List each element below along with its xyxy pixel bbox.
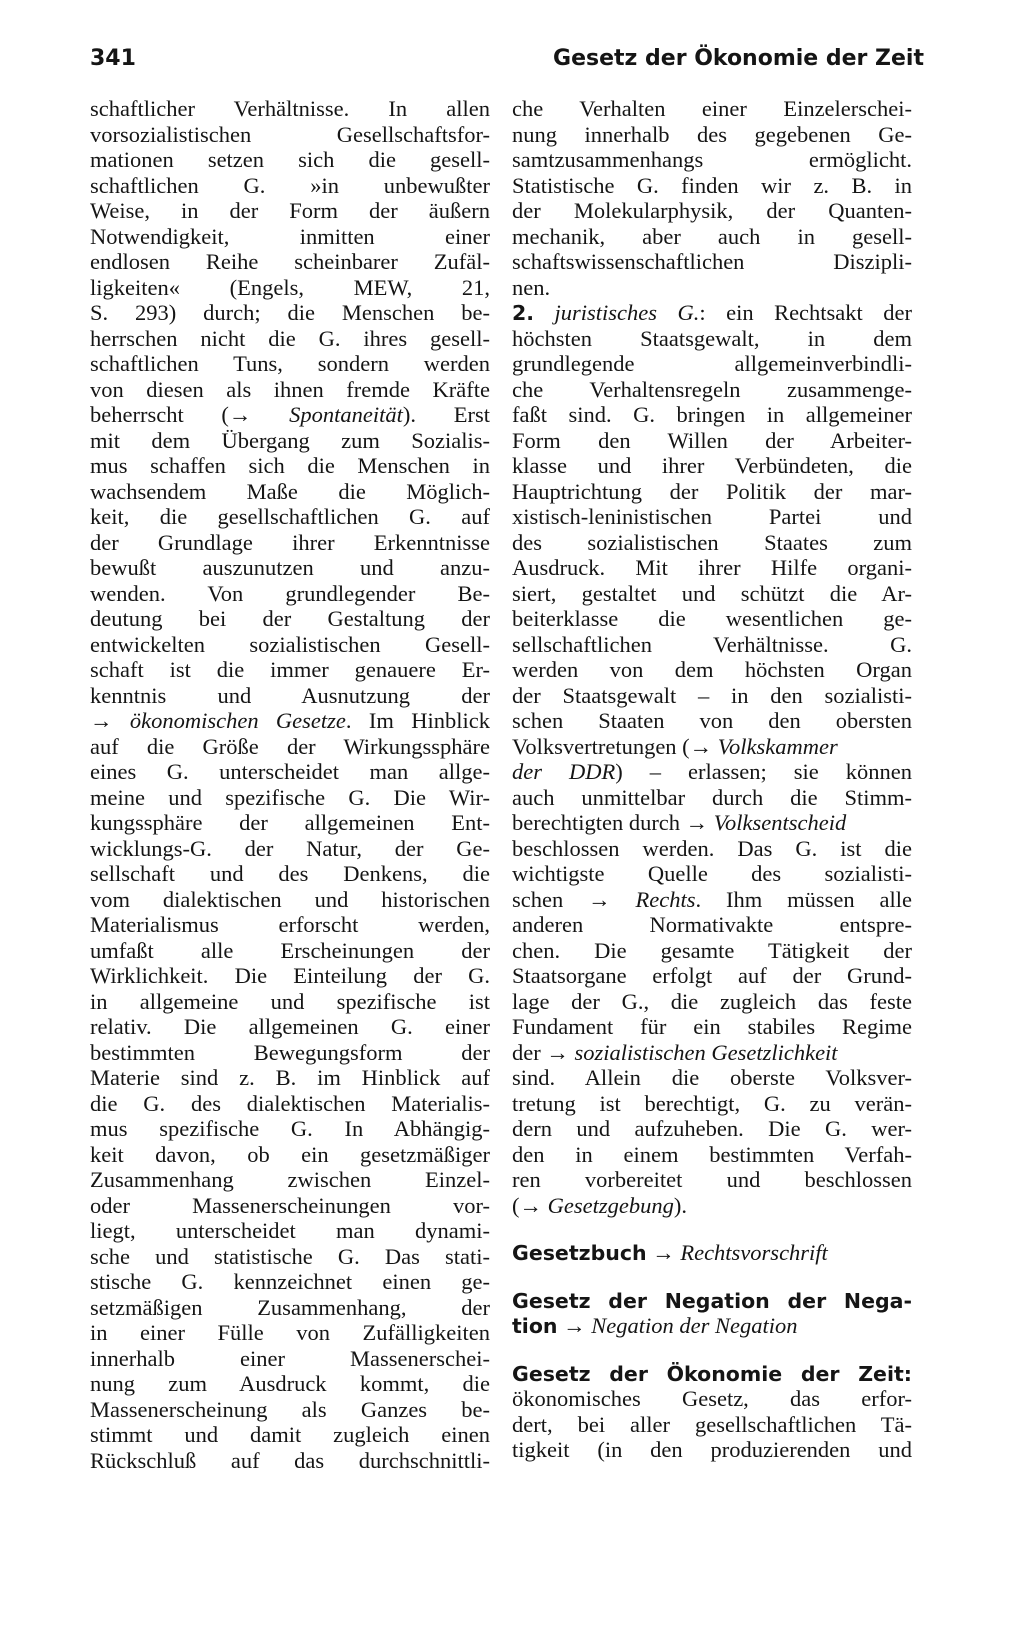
text-line: che Verhalten einer Einzelerschei-: [512, 96, 912, 121]
text-line: nung zum Ausdruck kommt, die: [90, 1371, 490, 1396]
text-line: che Verhaltensregeln zusammenge-: [512, 376, 912, 402]
text-line: beschlossen werden. Das G. ist die: [512, 835, 912, 861]
text-line: grundlegende allgemeinverbindli-: [512, 351, 912, 376]
text-line: siert, gestaltet und schützt die Ar-: [512, 580, 912, 606]
text-line: schen → Rechts. Ihm müssen alle: [512, 886, 912, 912]
text-line: umfaßt alle Erscheinungen der: [90, 937, 490, 963]
text-line: sind. Allein die oberste Volksver-: [512, 1065, 912, 1090]
text-line: keit, die gesellschaftlichen G. auf: [90, 504, 490, 529]
text-line: kenntnis und Ausnutzung der: [90, 682, 490, 708]
text-line: wenden. Von grundlegender Be-: [90, 580, 490, 606]
text-line: sellschaftlichen Verhältnisse. G.: [512, 631, 912, 657]
sense-number: 2.: [512, 301, 535, 325]
text-line: in allgemeine und spezifische ist: [90, 988, 490, 1014]
sense-label: juristisches G.: [554, 300, 700, 325]
text-line: schaftswissenschaftlichen Diszipli-: [512, 249, 912, 274]
text-line: Ausdruck. Mit ihrer Hilfe organi-: [512, 555, 912, 580]
text-line: schaftlicher Verhältnisse. In allen: [90, 96, 490, 121]
sense-2-body: [512, 326, 912, 1219]
text-line: auch unmittelbar durch die Stimm-: [512, 784, 912, 810]
text-line: höchsten Staatsgewalt, in dem: [512, 325, 912, 351]
text-line: auf die Größe der Wirkungssphäre: [90, 733, 490, 759]
text-line: Form den Willen der Arbeiter-: [512, 427, 912, 453]
text-line: wichtigste Quelle des sozialisti-: [512, 861, 912, 886]
cross-reference-link[interactable]: Volksentscheid: [713, 810, 847, 835]
text-line: schaft ist die immer genauere Er-: [90, 657, 490, 682]
cross-reference-link[interactable]: Rechtsvorschrift: [680, 1240, 828, 1265]
text-line: vorsozialistischen Gesellschaftsfor-: [90, 121, 490, 147]
text-line: die G. des dialektischen Materialis-: [90, 1090, 490, 1116]
text-line: S. 293) durch; die Menschen be-: [90, 300, 490, 325]
cross-reference-link[interactable]: Volkskammer: [717, 733, 838, 759]
text-line: herrschen nicht die G. ihres gesell-: [90, 325, 490, 351]
text-line: schaftlichen G. »in unbewußter: [90, 172, 490, 198]
entry-head: Gesetz der Ökonomie der Zeit:: [512, 1361, 912, 1386]
text-line: bewußt auszunutzen und anzu-: [90, 555, 490, 580]
text-line: eines G. unterscheidet man allge-: [90, 759, 490, 784]
text-line: chen. Die gesamte Tätigkeit der: [512, 937, 912, 963]
text-line: schaftlichen Tuns, sondern werden: [90, 351, 490, 376]
text-line: stische G. kennzeichnet einen ge-: [90, 1269, 490, 1294]
entry-head: tion: [512, 1314, 558, 1338]
sense-2-first-line: [512, 300, 912, 326]
text-line: lage der G., die zugleich das feste: [512, 988, 912, 1014]
text-line: tigkeit (in den produzierenden und: [512, 1437, 912, 1462]
text-line: ligkeiten« (Engels, MEW, 21,: [90, 274, 490, 300]
text-line: beiterklasse die wesentlichen ge-: [512, 606, 912, 631]
text-line: wicklungs-G. der Natur, der Ge-: [90, 835, 490, 861]
text-line: Staatsorgane erfolgt auf der Grund-: [512, 963, 912, 988]
text-line: Wirklichkeit. Die Einteilung der G.: [90, 963, 490, 988]
running-title: Gesetz der Ökonomie der Zeit: [553, 46, 924, 71]
text-line: mus spezifische G. In Abhängig-: [90, 1116, 490, 1141]
text-line: keit davon, ob ein gesetzmäßiger: [90, 1141, 490, 1167]
text-line: deutung bei der Gestaltung der: [90, 606, 490, 631]
text-line: Materie sind z. B. im Hinblick auf: [90, 1065, 490, 1090]
text-line: Notwendigkeit, inmitten einer: [90, 223, 490, 249]
right-column: [512, 96, 912, 1463]
text-line: Massenerscheinung als Ganzes be-: [90, 1396, 490, 1422]
text-line: berechtigten durch → Volksentscheid: [512, 810, 847, 835]
text-line: Volksvertretungen (→ Volkskammer: [512, 733, 838, 759]
text-line: klasse und ihrer Verbündeten, die: [512, 453, 912, 478]
cross-reference-arrow: →: [228, 402, 252, 427]
text-line: der DDR) – erlassen; sie können: [512, 759, 912, 784]
cross-reference-link[interactable]: der DDR: [512, 759, 616, 784]
text-line: (→ Gesetzgebung).: [512, 1192, 687, 1218]
text-line: liegt, unterscheidet man dynami-: [90, 1218, 490, 1243]
entry-oekonomie-head: [512, 1361, 912, 1387]
text-line: der Grundlage ihrer Erkenntnisse: [90, 529, 490, 555]
text-line: Hauptrichtung der Politik der mar-: [512, 478, 912, 504]
text-line: Fundament für ein stabiles Regime: [512, 1014, 912, 1039]
entry-gesetzbuch: [512, 1240, 912, 1266]
text-line: stimmt und damit zugleich einen: [90, 1422, 490, 1447]
text-line: anderen Normativakte entspre-: [512, 912, 912, 937]
text-line: meine und spezifische G. Die Wir-: [90, 784, 490, 810]
text-line: kungssphäre der allgemeinen Ent-: [90, 810, 490, 835]
text-line: sellschaft und des Denkens, die: [90, 861, 490, 886]
cross-reference-link[interactable]: Negation der Negation: [591, 1313, 798, 1338]
continuation-text: [512, 96, 912, 300]
cross-reference-link[interactable]: Gesetzgebung: [547, 1192, 674, 1218]
text-line: dern und aufzuheben. Die G. wer-: [512, 1116, 912, 1141]
entry-oekonomie-body: [512, 1386, 912, 1463]
cross-reference-arrow: →: [588, 886, 611, 912]
text-line: Materialismus erforscht werden,: [90, 912, 490, 937]
text-line: innerhalb einer Massenerschei-: [90, 1345, 490, 1371]
text-line: → ökonomischen Gesetze. Im Hinblick: [90, 708, 490, 733]
cross-reference-link[interactable]: Rechts: [635, 886, 696, 912]
text-line: in einer Fülle von Zufälligkeiten: [90, 1320, 490, 1345]
cross-reference-arrow: →: [685, 810, 709, 835]
text-line: mechanik, aber auch in gesell-: [512, 223, 912, 249]
text-line: nung innerhalb des gegebenen Ge-: [512, 121, 912, 147]
entry-head: Gesetz der Negation der Nega-: [512, 1288, 912, 1313]
cross-reference-arrow: →: [546, 1039, 569, 1065]
page-number: 341: [90, 46, 136, 71]
cross-reference-arrow: →: [519, 1192, 542, 1218]
text-line: von diesen als ihnen fremde Kräfte: [90, 376, 490, 402]
text-line: wachsendem Maße die Möglich-: [90, 478, 490, 504]
text-line: den in einem bestimmten Verfah-: [512, 1141, 912, 1167]
text-line: setzmäßigen Zusammenhang, der: [90, 1294, 490, 1320]
text-line: Zusammenhang zwischen Einzel-: [90, 1167, 490, 1192]
text-line: werden von dem höchsten Organ: [512, 657, 912, 682]
entry-negation-head: [512, 1288, 912, 1314]
cross-reference-arrow: →: [563, 1313, 586, 1338]
text-line: Statistische G. finden wir z. B. in: [512, 172, 912, 198]
text-line: mit dem Übergang zum Sozialis-: [90, 427, 490, 453]
sense-2-text: : ein Rechtsakt der: [699, 300, 912, 325]
text-line: relativ. Die allgemeinen G. einer: [90, 1014, 490, 1039]
text-line: der → sozialistischen Gesetzlichkeit: [512, 1039, 838, 1065]
left-column: [90, 96, 490, 1473]
cross-reference-arrow: →: [689, 733, 713, 759]
text-line: dert, bei aller gesellschaftlichen Tä-: [512, 1411, 912, 1437]
text-line: schen Staaten von den obersten: [512, 708, 912, 733]
text-line: ren vorbereitet und beschlossen: [512, 1167, 912, 1192]
cross-reference-link[interactable]: Spontaneität: [289, 402, 403, 427]
text-line: mus schaffen sich die Menschen in: [90, 453, 490, 478]
text-line: endlosen Reihe scheinbarer Zufäl-: [90, 249, 490, 274]
text-line: entwickelten sozialistischen Gesell-: [90, 631, 490, 657]
cross-reference-link[interactable]: ökonomischen Gesetze: [129, 708, 346, 733]
text-line: beherrscht (→ Spontaneität). Erst: [90, 402, 490, 427]
text-line: Rückschluß auf das durchschnittli-: [90, 1447, 490, 1473]
text-line: des sozialistischen Staates zum: [512, 529, 912, 555]
text-line: xistisch-leninistischen Partei und: [512, 504, 912, 529]
text-line: vom dialektischen und historischen: [90, 886, 490, 912]
cross-reference-link[interactable]: sozialistischen Gesetzlichkeit: [574, 1039, 838, 1065]
text-line: samtzusammenhangs ermöglicht.: [512, 147, 912, 172]
text-line: Weise, in der Form der äußern: [90, 198, 490, 223]
text-line: nen.: [512, 274, 551, 300]
text-line: faßt sind. G. bringen in allgemeiner: [512, 402, 912, 427]
text-line: ökonomisches Gesetz, das erfor-: [512, 1386, 912, 1411]
entry-negation-line2: [512, 1313, 912, 1339]
text-line: oder Massenerscheinungen vor-: [90, 1192, 490, 1218]
text-line: sche und statistische G. Das stati-: [90, 1243, 490, 1269]
text-line: der Staatsgewalt – in den sozialisti-: [512, 682, 912, 708]
text-line: mationen setzen sich die gesell-: [90, 147, 490, 172]
text-line: bestimmten Bewegungsform der: [90, 1039, 490, 1065]
text-line: der Molekularphysik, der Quanten-: [512, 198, 912, 223]
entry-head: Gesetzbuch: [512, 1241, 647, 1265]
cross-reference-arrow: →: [90, 708, 113, 733]
text-line: tretung ist berechtigt, G. zu verän-: [512, 1090, 912, 1116]
cross-reference-arrow: →: [652, 1240, 675, 1265]
